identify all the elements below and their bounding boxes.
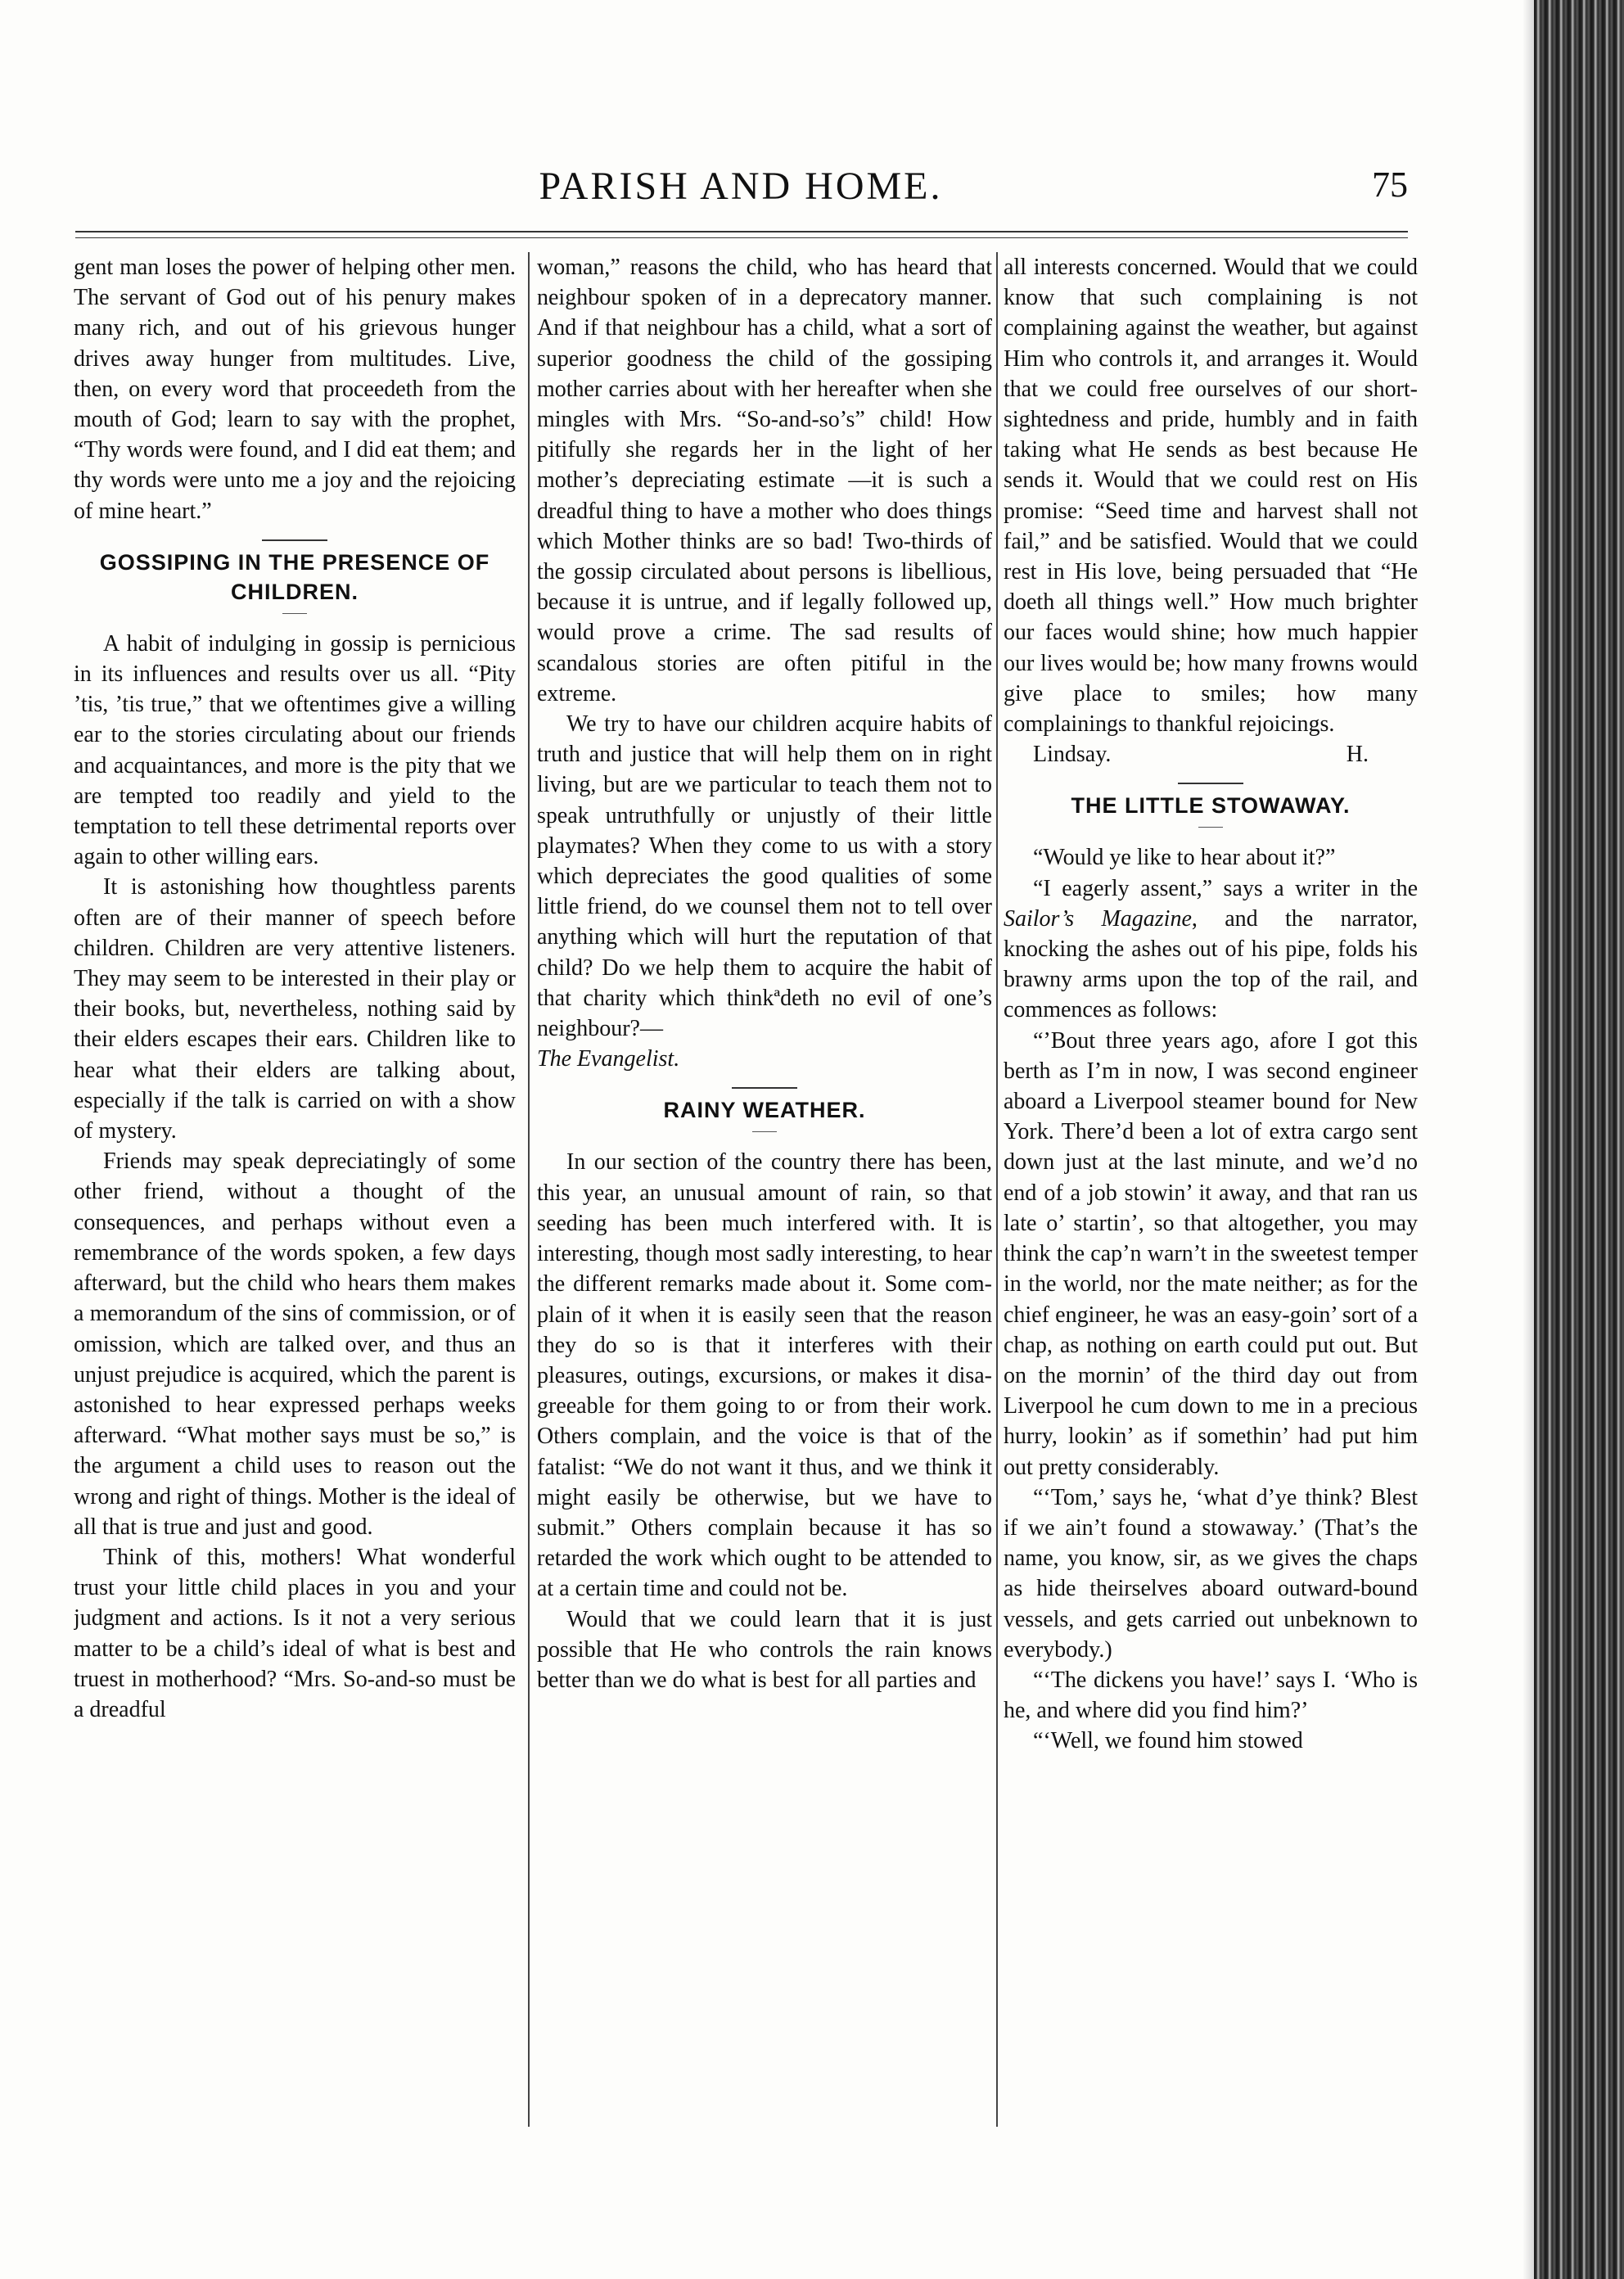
source-attribution: The Evangelist. xyxy=(537,1046,680,1072)
paragraph: “‘Tom,’ says he, ‘what d’ye think? Blest if we ain’t found a stowaway.’ (That’s the name, you know, sir, as we gives the chaps as hide theirselves aboard outward-bound vessels, and gets carried out unbeknown to everybody.) xyxy=(1004,1484,1418,1663)
paragraph xyxy=(1004,873,1418,1026)
column-1 xyxy=(74,252,516,2159)
article-title: GOSSIPING IN THE PRESENCE OF CHILDREN. xyxy=(99,549,490,604)
page-number: 75 xyxy=(1372,165,1408,205)
paragraph: “‘The dickens you have!’ says I. ‘Who is he, and where did you find him?’ xyxy=(1004,1667,1418,1724)
paragraph: Would that we could learn that it is just possible that He who controls the rain knows better than we do what is best for all parties and xyxy=(537,1606,992,1693)
article-title: THE LITTLE STOWAWAY. xyxy=(1071,793,1351,819)
paragraph: A habit of indulging in gossip is pernicious in its influences and results over us all. “Pity ’tis, ’tis true,” that we oftentimes give a willing ear to the stories circulating about our friends and acquaintances, and more is the pity that we are tempted too readily and yield to the temptation to tell these detrimental reports over again to other willing ears. xyxy=(74,630,516,870)
book-spine xyxy=(1534,0,1624,2279)
paragraph: Friends may speak depreciatingly of some other friend, without a thought of the consequences, and perhaps without even a remembrance of the words spoken, a few days afterward, but the child who hears them makes a memorandum of the sins of commission, or of omission, which are talked over, and thus an unjust prejudice is acquired, which the parent is astonished to hear expressed perhaps weeks afterward. “What mother says must be so,” is the argument a child uses to reason out the wrong and right of things. Mother is the ideal of all that is true and just and good. xyxy=(74,1149,516,1540)
paragraph: It is astonishing how thoughtless parents often are of their manner of speech before children. Children are very attentive listeners. They may seem to be interested in their play or their books, but, nevertheless, nothing said by their elders escapes their ears. Children like to hear what their elders are talking about, especially if the talk is carried on with a show of mystery. xyxy=(74,874,516,1144)
paragraph: gent man loses the power of helping other men. The servant of God out of his penury makes many rich, and out of his grievous hunger drives away hunger from multitudes. Live, then, on every word that proceedeth from the mouth of God; learn to say with the prophet, “Thy words were found, and I did eat them; and thy words were unto me a joy and the rejoicing of mine heart.” xyxy=(74,255,516,524)
title-rule xyxy=(1198,827,1223,828)
column-divider xyxy=(996,252,998,2127)
section-rule xyxy=(1178,783,1243,784)
column-2 xyxy=(537,252,992,2159)
page-header xyxy=(74,164,1408,229)
column-3 xyxy=(1004,252,1418,2159)
signature-initial: H. xyxy=(1346,742,1369,768)
title-rule xyxy=(282,613,307,614)
paragraph: all interests concerned. Would that we could know that such complaining is not complaining against the weather, but against Him who controls it, and arranges it. Would that we could free ourselves of our short-sightedness and pride, humbly and in faith taking what He sends as best because He sends it. Would that we could rest on His promise: “Seed time and harvest shall not fail,” and be satisfied. Would that we could rest in His love, being persuaded that “He doeth all things well.” How much brighter our faces would shine; how much happier our lives would be; how many frowns would give place to smiles; how many complainings to thankful rejoicings. xyxy=(1004,255,1418,738)
text-run: , and the narrator, knocking the ashes out of his pipe, folds his brawny arms upon the top of the rail, and commences as follows: xyxy=(1004,905,1418,1023)
column-divider xyxy=(528,252,530,2127)
article-title: RAINY WEATHER. xyxy=(663,1098,866,1123)
page-edge-shadow xyxy=(1522,0,1534,2279)
section-rule xyxy=(732,1087,797,1089)
paragraph: “Would ye like to hear about it?” xyxy=(1033,845,1336,871)
header-rule xyxy=(75,231,1408,238)
title-rule xyxy=(752,1131,777,1132)
text-run: “I eagerly assent,” says a writer in the xyxy=(1033,875,1418,901)
paragraph: Think of this, mothers! What wonderful trust your little child places in you and your judgment and actions. Is it not a very serious matter to be a child’s ideal of what is best and truest in motherhood? “Mrs. So-and-so must be a dreadful xyxy=(74,1544,516,1722)
magazine-title: Sailor’s Magazine xyxy=(1004,905,1192,932)
running-title: PARISH AND HOME. xyxy=(539,165,943,208)
paragraph: “’Bout three years ago, afore I got this berth as I’m in now, I was second engineer aboard a Liverpool steamer bound for New York. There’d been a lot of extra cargo sent down just at the last minute, and we’d no end of a job stowin’ it away, and that ran us late o’ startin’, so that altogether, you may think the cap’n warn’t in the sweetest temper in the world, nor the mate neither; as for the chief engineer, he was an easy-goin’ sort of a chap, as nothing on earth could put out. But on the mornin’ of the third day out from Liverpool he cum down to me in a precious hurry, lookin’ as if somethin’ had put him out pretty considerably. xyxy=(1004,1027,1418,1480)
paragraph: In our section of the country there has been, this year, an unusual amount of rain, so that seeding has been much interfered with. It is interesting, though most sadly interesting, to hear the different remarks made about it. Some complain of it when it is easily seen that the reason they do so is that it interferes with their pleasures, outings, excursions, or makes it disagreeable for them going to or from their work. Others complain, and the voice is that of the fatalist: “We do not want it thus, and we think it might easily be otherwise, but we have to submit.” Others complain because it has so retarded the work which ought to be attended to at a certain time and could not be. xyxy=(537,1149,992,1602)
signature-place: Lindsay. xyxy=(1033,742,1112,768)
section-rule xyxy=(262,539,327,541)
paragraph: We try to have our children acquire habits of truth and justice that will help them on in right living, but are we particular to teach them not to speak untruthfully or unjustly of their little playmates? When they come to us with a story which depreciates the good qualities of some little friend, do we counsel them not to tell over anything which will hurt the reputation of that child? Do we help them to acquire the habit of that charity which thinkªdeth no evil of one’s neighbour?— xyxy=(537,711,992,1042)
signature-line xyxy=(1004,739,1418,769)
paragraph: woman,” reasons the child, who has heard that neighbour spoken of in a deprecatory manner. And if that neighbour has a child, what a sort of superior goodness the child of the gossiping mother carries about with her hereafter when she mingles with Mrs. “So-and-so’s” child! How pitifully she regards her in the light of her mother’s depreciating estimate —it is such a dreadful thing to have a mother who does things which Mother thinks are so bad! Two-thirds of the gossip circulated about persons is libellious, because it is untrue, and if legally followed up, would prove a crime. The sad results of scandalous stories are often pitiful in the extreme. xyxy=(537,255,992,706)
paragraph: “‘Well, we found him stowed xyxy=(1033,1728,1303,1754)
